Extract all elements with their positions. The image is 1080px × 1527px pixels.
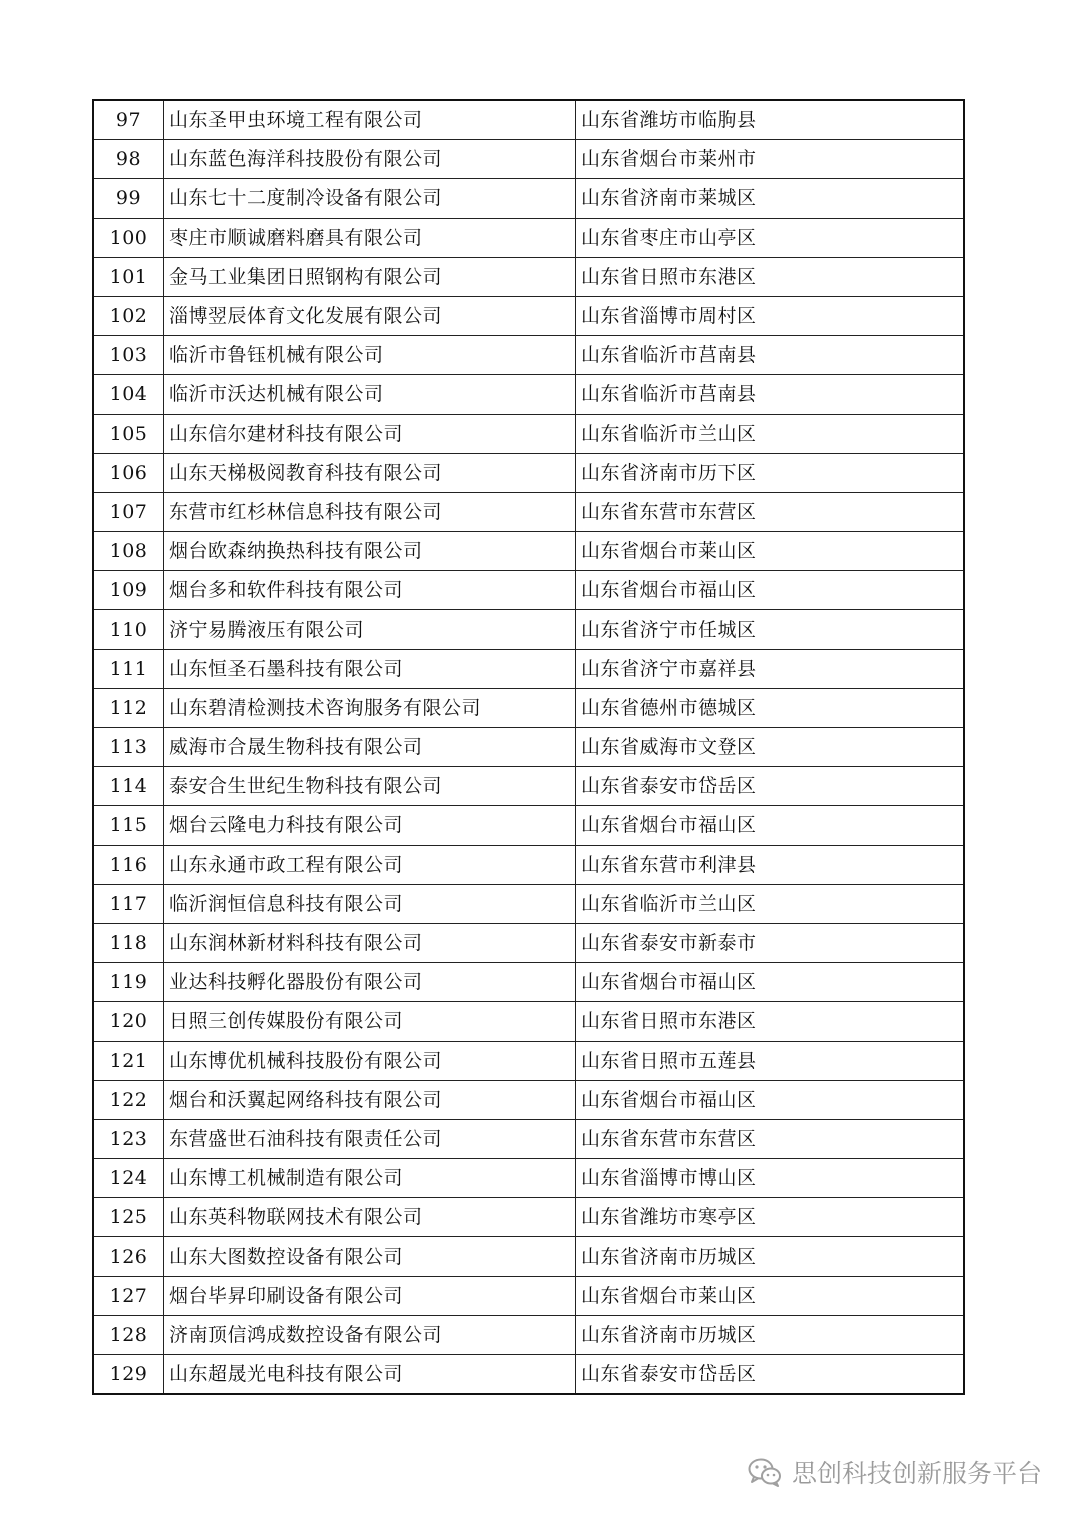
row-number: 106	[93, 453, 164, 492]
company-location: 山东省烟台市莱州市	[576, 140, 965, 179]
table-row	[93, 767, 964, 806]
company-name: 泰安合生世纪生物科技有限公司	[164, 767, 576, 806]
table-row	[93, 1002, 964, 1041]
company-name: 临沂市沃达机械有限公司	[164, 375, 576, 414]
watermark	[748, 1452, 1042, 1492]
company-location: 山东省临沂市兰山区	[576, 884, 965, 923]
company-location: 山东省淄博市周村区	[576, 296, 965, 335]
company-name: 山东超晟光电科技有限公司	[164, 1355, 576, 1395]
company-location: 山东省泰安市新泰市	[576, 923, 965, 962]
table-row	[93, 806, 964, 845]
company-name: 山东七十二度制冷设备有限公司	[164, 179, 576, 218]
company-location: 山东省烟台市福山区	[576, 1080, 965, 1119]
row-number: 109	[93, 571, 164, 610]
row-number: 118	[93, 923, 164, 962]
table-row	[93, 571, 964, 610]
company-name: 山东蓝色海洋科技股份有限公司	[164, 140, 576, 179]
company-location: 山东省临沂市莒南县	[576, 336, 965, 375]
company-name: 枣庄市顺诚磨料磨具有限公司	[164, 218, 576, 257]
company-location: 山东省烟台市福山区	[576, 963, 965, 1002]
row-number: 127	[93, 1276, 164, 1315]
row-number: 129	[93, 1355, 164, 1395]
table-row	[93, 492, 964, 531]
table-row	[93, 414, 964, 453]
company-location: 山东省枣庄市山亭区	[576, 218, 965, 257]
row-number: 112	[93, 688, 164, 727]
table-row	[93, 1159, 964, 1198]
company-name: 山东润林新材料科技有限公司	[164, 923, 576, 962]
row-number: 104	[93, 375, 164, 414]
row-number: 99	[93, 179, 164, 218]
company-table	[92, 99, 965, 1395]
table-row	[93, 1041, 964, 1080]
company-location: 山东省济南市莱城区	[576, 179, 965, 218]
company-name: 业达科技孵化器股份有限公司	[164, 963, 576, 1002]
row-number: 98	[93, 140, 164, 179]
row-number: 120	[93, 1002, 164, 1041]
table-row	[93, 649, 964, 688]
row-number: 126	[93, 1237, 164, 1276]
table-row	[93, 532, 964, 571]
row-number: 97	[93, 100, 164, 140]
row-number: 107	[93, 492, 164, 531]
company-location: 山东省东营市利津县	[576, 845, 965, 884]
company-name: 山东圣甲虫环境工程有限公司	[164, 100, 576, 140]
table-row	[93, 688, 964, 727]
company-name: 烟台云隆电力科技有限公司	[164, 806, 576, 845]
company-name: 烟台毕昇印刷设备有限公司	[164, 1276, 576, 1315]
table-row	[93, 218, 964, 257]
company-location: 山东省济南市历城区	[576, 1237, 965, 1276]
company-location: 山东省临沂市兰山区	[576, 414, 965, 453]
table-row	[93, 610, 964, 649]
company-name: 临沂市鲁钰机械有限公司	[164, 336, 576, 375]
table-row	[93, 1080, 964, 1119]
company-name: 山东恒圣石墨科技有限公司	[164, 649, 576, 688]
row-number: 102	[93, 296, 164, 335]
company-name: 山东碧清检测技术咨询服务有限公司	[164, 688, 576, 727]
company-location: 山东省泰安市岱岳区	[576, 767, 965, 806]
company-location: 山东省济宁市嘉祥县	[576, 649, 965, 688]
table-row	[93, 257, 964, 296]
row-number: 110	[93, 610, 164, 649]
company-name: 济南顶信鸿成数控设备有限公司	[164, 1315, 576, 1354]
company-name: 山东天梯极阅教育科技有限公司	[164, 453, 576, 492]
table-row	[93, 336, 964, 375]
company-location: 山东省烟台市福山区	[576, 571, 965, 610]
table-row	[93, 100, 964, 140]
company-name: 山东博优机械科技股份有限公司	[164, 1041, 576, 1080]
row-number: 119	[93, 963, 164, 1002]
company-location: 山东省潍坊市寒亭区	[576, 1198, 965, 1237]
company-location: 山东省东营市东营区	[576, 1119, 965, 1158]
company-name: 烟台多和软件科技有限公司	[164, 571, 576, 610]
company-location: 山东省烟台市福山区	[576, 806, 965, 845]
row-number: 103	[93, 336, 164, 375]
table-row	[93, 1276, 964, 1315]
table-row	[93, 728, 964, 767]
company-location: 山东省威海市文登区	[576, 728, 965, 767]
company-location: 山东省临沂市莒南县	[576, 375, 965, 414]
company-name: 烟台和沃翼起网络科技有限公司	[164, 1080, 576, 1119]
row-number: 116	[93, 845, 164, 884]
company-location: 山东省日照市东港区	[576, 257, 965, 296]
company-name: 山东信尔建材科技有限公司	[164, 414, 576, 453]
table-row	[93, 453, 964, 492]
table-row	[93, 140, 964, 179]
company-name: 济宁易腾液压有限公司	[164, 610, 576, 649]
row-number: 111	[93, 649, 164, 688]
company-name: 东营盛世石油科技有限责任公司	[164, 1119, 576, 1158]
row-number: 117	[93, 884, 164, 923]
table-row	[93, 923, 964, 962]
company-name: 金马工业集团日照钢构有限公司	[164, 257, 576, 296]
company-name: 烟台欧森纳换热科技有限公司	[164, 532, 576, 571]
table-row	[93, 1315, 964, 1354]
row-number: 101	[93, 257, 164, 296]
company-location: 山东省济南市历下区	[576, 453, 965, 492]
wechat-icon	[748, 1457, 782, 1487]
table-row	[93, 296, 964, 335]
table-row	[93, 179, 964, 218]
company-location: 山东省烟台市莱山区	[576, 532, 965, 571]
row-number: 100	[93, 218, 164, 257]
row-number: 114	[93, 767, 164, 806]
company-location: 山东省淄博市博山区	[576, 1159, 965, 1198]
table-row	[93, 845, 964, 884]
company-location: 山东省德州市德城区	[576, 688, 965, 727]
company-location: 山东省济南市历城区	[576, 1315, 965, 1354]
company-name: 淄博翌辰体育文化发展有限公司	[164, 296, 576, 335]
company-location: 山东省日照市东港区	[576, 1002, 965, 1041]
company-name: 东营市红杉林信息科技有限公司	[164, 492, 576, 531]
watermark-text: 思创科技创新服务平台	[791, 1459, 1042, 1488]
row-number: 105	[93, 414, 164, 453]
company-location: 山东省泰安市岱岳区	[576, 1355, 965, 1395]
row-number: 121	[93, 1041, 164, 1080]
company-location: 山东省济宁市任城区	[576, 610, 965, 649]
company-table-body	[93, 100, 964, 1394]
row-number: 122	[93, 1080, 164, 1119]
row-number: 113	[93, 728, 164, 767]
row-number: 115	[93, 806, 164, 845]
row-number: 125	[93, 1198, 164, 1237]
company-name: 临沂润恒信息科技有限公司	[164, 884, 576, 923]
company-name: 日照三创传媒股份有限公司	[164, 1002, 576, 1041]
row-number: 108	[93, 532, 164, 571]
table-row	[93, 884, 964, 923]
table-row	[93, 1119, 964, 1158]
table-row	[93, 375, 964, 414]
row-number: 128	[93, 1315, 164, 1354]
company-location: 山东省东营市东营区	[576, 492, 965, 531]
company-name: 山东英科物联网技术有限公司	[164, 1198, 576, 1237]
row-number: 124	[93, 1159, 164, 1198]
table-row	[93, 1237, 964, 1276]
company-name: 山东永通市政工程有限公司	[164, 845, 576, 884]
row-number: 123	[93, 1119, 164, 1158]
table-row	[93, 963, 964, 1002]
table-row	[93, 1198, 964, 1237]
company-name: 山东博工机械制造有限公司	[164, 1159, 576, 1198]
company-name: 威海市合晟生物科技有限公司	[164, 728, 576, 767]
company-location: 山东省日照市五莲县	[576, 1041, 965, 1080]
company-name: 山东大图数控设备有限公司	[164, 1237, 576, 1276]
company-location: 山东省烟台市莱山区	[576, 1276, 965, 1315]
company-location: 山东省潍坊市临朐县	[576, 100, 965, 140]
table-row	[93, 1355, 964, 1395]
